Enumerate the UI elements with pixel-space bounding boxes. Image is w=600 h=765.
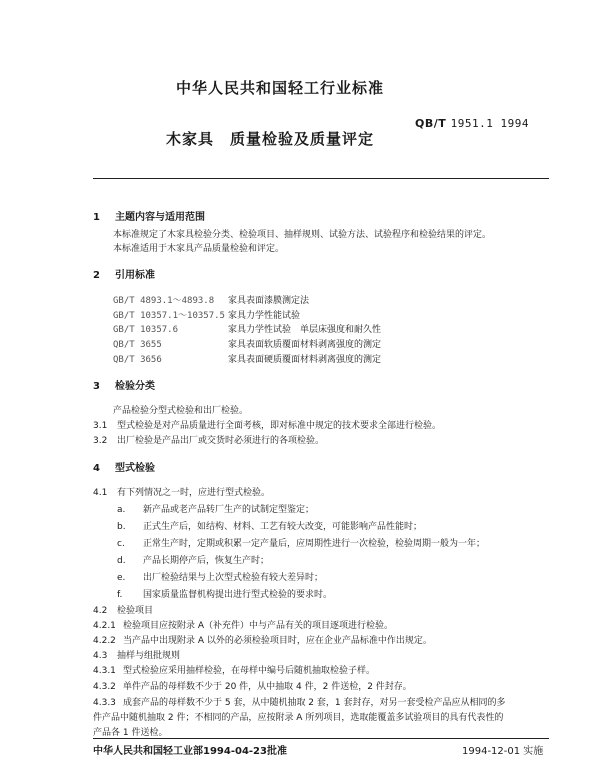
section-1-heading: 1 主题内容与适用范围: [93, 212, 205, 223]
standard-code: 1951.1 1994: [450, 117, 529, 130]
section-2-title: 引用标准: [115, 270, 155, 281]
implementation-date: 1994-12-01 实施: [462, 746, 544, 757]
document-title: 木家具 质量检验及质量评定: [166, 130, 375, 148]
clause-3-1: 3.1 型式检验是对产品质量进行全面考核，即对标准中规定的技术要求全部进行检验。: [93, 421, 442, 431]
section-4-title: 型式检验: [115, 463, 155, 474]
clause-3-2: 3.2 出厂检验是产品出厂或交货时必须进行的各项检验。: [93, 436, 325, 446]
section-2-heading: 2 引用标准: [93, 270, 155, 281]
reference-item: QB/T 3655 家具表面软质覆面材料剥离强度的测定: [113, 340, 382, 350]
clause-4-3-1: 4.3.1 型式检验应采用抽样检验，在母样中编号后随机抽取检验子样。: [93, 666, 376, 676]
list-item: a. 新产品或老产品转厂生产的试制定型鉴定；: [117, 505, 315, 515]
list-item: c. 正常生产时，定期或积累一定产量后，应周期性进行一次检验，检验周期一般为一年；: [117, 539, 486, 549]
approval-statement: 中华人民共和国轻工业部1994-04-23批准: [93, 746, 287, 757]
standard-header-title: 中华人民共和国轻工行业标准: [175, 79, 384, 97]
clause-4-2: 4.2 检验项目: [93, 606, 154, 616]
reference-item: GB/T 4893.1～4893.8 家具表面漆膜测定法: [113, 296, 310, 306]
section-3-heading: 3 检验分类: [93, 381, 155, 392]
standard-number: [415, 117, 529, 130]
list-item: d. 产品长期停产后，恢复生产时；: [117, 556, 270, 566]
section-1-title: 主题内容与适用范围: [115, 212, 205, 223]
clause-4-3-3: 4.3.3 成套产品的母样数不少于 5 套，从中随机抽取 2 套，1 套封存，对另一套受检产品应从相同的多: [93, 698, 506, 708]
footer-divider: [93, 738, 549, 739]
clause-4-3-2: 4.3.2 单件产品的母样数不少于 20 件，从中抽取 4 件，2 件送检，2 件封存。: [93, 682, 412, 692]
list-item: f. 国家质量监督机构提出进行型式检验的要求时。: [117, 590, 333, 600]
clause-4-2-1: 4.2.1 检验项目应按附录 A（补充件）中与产品有关的项目逐项进行检验。: [93, 621, 394, 631]
list-item: b. 正式生产后，如结构、材料、工艺有较大改变，可能影响产品性能时；: [117, 522, 423, 532]
reference-item: GB/T 10357.6 家具力学性试验 单层床强度和耐久性: [113, 325, 382, 335]
section-4-heading: 4 型式检验: [93, 463, 155, 474]
clause-4-2-2: 4.2.2 当产品中出现附录 A 以外的必须检验项目时，应在企业产品标准中作出规定。: [93, 636, 432, 646]
section-1-paragraph: 本标准规定了木家具检验分类、检验项目、抽样规则、试验方法、试验程序和检验结果的评定。: [113, 230, 492, 240]
clause-4-3-3-continued: 产品各 1 件送检。: [93, 728, 168, 738]
clause-4-3: 4.3 抽样与组批规则: [93, 651, 181, 661]
reference-item: QB/T 3656 家具表面硬质覆面材料剥离强度的测定: [113, 355, 382, 365]
section-1-paragraph: 本标准适用于木家具产品质量检验和评定。: [113, 244, 285, 254]
section-3-title: 检验分类: [115, 381, 155, 392]
section-3-intro: 产品检验分型式检验和出厂检验。: [113, 406, 249, 416]
clause-4-3-3-continued: 件产品中随机抽取 2 件；不相同的产品，应按附录 A 所列项目，选取能覆盖多试验项目的具有代表性的: [93, 713, 504, 723]
header-divider: [93, 178, 549, 179]
clause-4-1: 4.1 有下列情况之一时，应进行型式检验。: [93, 488, 271, 498]
list-item: e. 出厂检验结果与上次型式检验有较大差异时；: [117, 573, 324, 583]
standard-prefix: QB/T: [415, 117, 447, 130]
reference-item: GB/T 10357.1～10357.5 家具力学性能试验: [113, 311, 301, 321]
